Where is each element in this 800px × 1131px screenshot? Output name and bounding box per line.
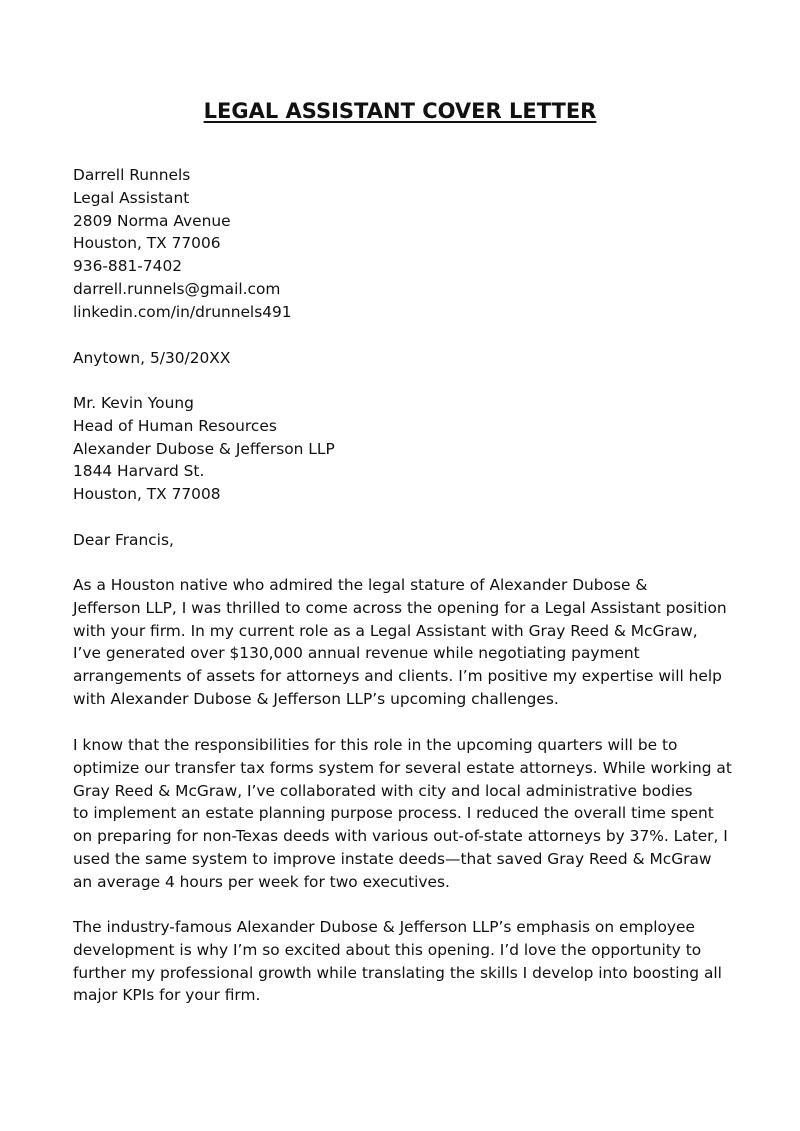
recipient-title: Head of Human Resources <box>73 416 277 435</box>
sender-name: Darrell Runnels <box>73 166 191 184</box>
paragraph-line: used the same system to improve instate deeds—that saved Gray Reed & McGraw <box>73 849 712 868</box>
paragraph-line: development is why I’m so excited about this opening. I’d love the opportunity to <box>73 940 702 959</box>
paragraph-line: on preparing for non-Texas deeds with various out-of-state attorneys by 37%. Later, I <box>73 827 728 846</box>
sender-linkedin: linkedin.com/in/drunnels491 <box>73 302 292 321</box>
body-paragraph-1 <box>73 574 733 711</box>
paragraph-line: with your firm. In my current role as a Legal Assistant with Gray Reed & McGraw, <box>73 621 698 640</box>
recipient-city-state-zip: Houston, TX 77008 <box>73 485 221 504</box>
sender-city-state-zip: Houston, TX 77006 <box>73 234 221 253</box>
paragraph-line: to implement an estate planning purpose process. I reduced the overall time spent <box>73 804 714 823</box>
sender-street: 2809 Norma Avenue <box>73 211 231 230</box>
paragraph-line: arrangements of assets for attorneys and clients. I’m positive my expertise will help <box>73 667 722 686</box>
recipient-address-block <box>73 392 733 506</box>
salutation-block <box>73 529 733 552</box>
paragraph-line: an average 4 hours per week for two executives. <box>73 872 450 891</box>
date-block <box>73 347 733 370</box>
document-title: LEGAL ASSISTANT COVER LETTER <box>203 99 597 123</box>
paragraph-line: with Alexander Dubose & Jefferson LLP’s upcoming challenges. <box>73 689 559 708</box>
sender-email: darrell.runnels@gmail.com <box>73 279 281 298</box>
recipient-name: Mr. Kevin Young <box>73 394 194 412</box>
date-line: Anytown, 5/30/20XX <box>73 349 231 367</box>
sender-address-block <box>73 164 733 324</box>
paragraph-line: The industry-famous Alexander Dubose & Jefferson LLP’s emphasis on employee <box>73 918 695 936</box>
paragraph-line: further my professional growth while translating the skills I develop into boosting all <box>73 963 722 982</box>
salutation: Dear Francis, <box>73 531 174 549</box>
paragraph-line: optimize our transfer tax forms system for several estate attorneys. While working at <box>73 758 732 777</box>
body-paragraph-2 <box>73 734 733 894</box>
paragraph-line: Gray Reed & McGraw, I’ve collaborated with city and local administrative bodies <box>73 781 693 800</box>
sender-job-title: Legal Assistant <box>73 188 190 207</box>
recipient-street: 1844 Harvard St. <box>73 462 205 481</box>
recipient-company: Alexander Dubose & Jefferson LLP <box>73 439 335 458</box>
paragraph-line: I know that the responsibilities for this role in the upcoming quarters will be to <box>73 736 678 754</box>
paragraph-line: As a Houston native who admired the legal stature of Alexander Dubose & <box>73 576 648 594</box>
body-paragraph-3 <box>73 916 733 1007</box>
paragraph-line: major KPIs for your firm. <box>73 986 261 1005</box>
sender-phone: 936-881-7402 <box>73 257 183 276</box>
paragraph-line: Jefferson LLP, I was thrilled to come across the opening for a Legal Assistant position <box>73 598 727 617</box>
paragraph-line: I’ve generated over $130,000 annual revenue while negotiating payment <box>73 644 640 663</box>
